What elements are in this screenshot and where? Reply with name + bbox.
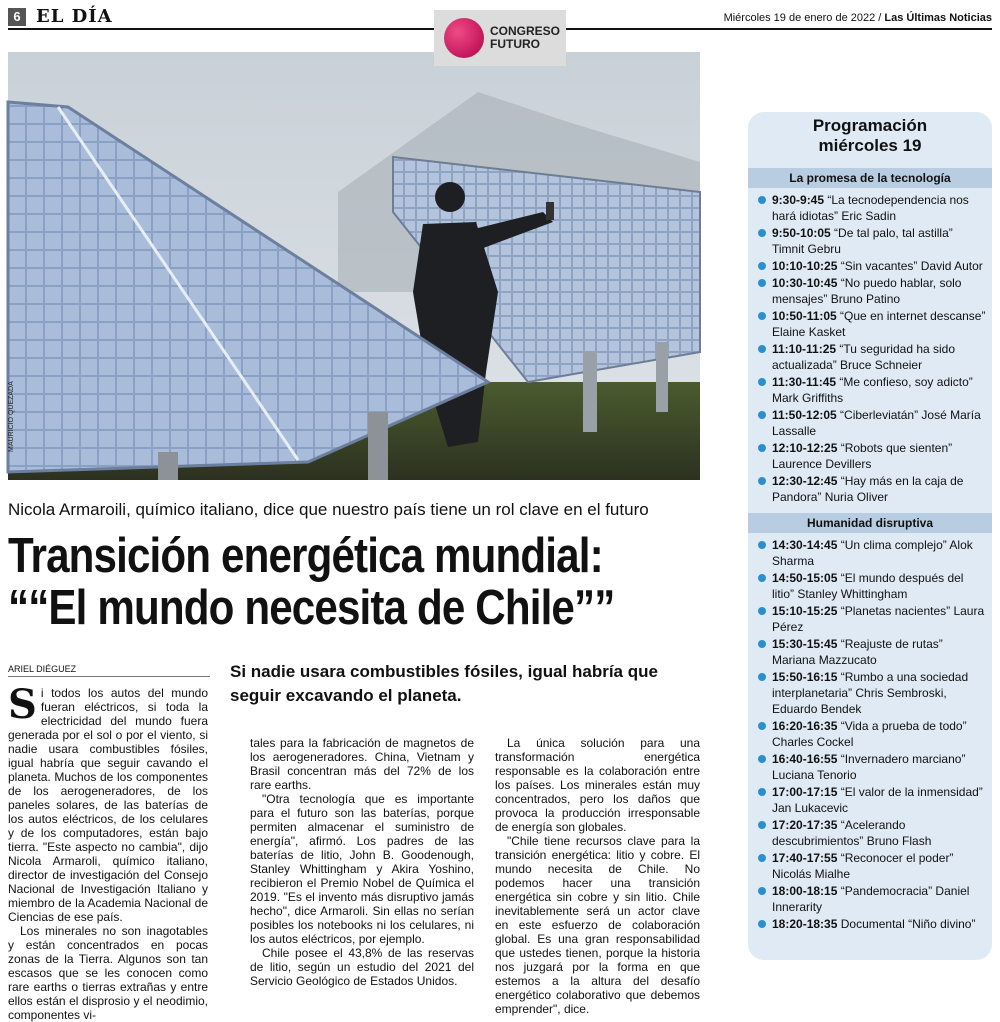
drop-cap: S <box>8 681 37 728</box>
bullet-dot-icon <box>758 444 766 452</box>
schedule-time: 15:50-16:15 <box>772 670 838 684</box>
schedule-time: 12:10-12:25 <box>772 441 838 455</box>
paragraph: "Otra tecnología que es importante para el futuro son las baterías, porque permiten almacenar el suministro de energía", afirmó. Los padres de las baterías de litio, John B. Goodenough, Stanley Whittingham y Akira Yoshino, recibieron el Premio Nobel de Química el 2019. "Es el invento más disruptivo jamás hecho", dice Armaroli. Sin ellas no serían posibles los notebooks ni los celulares, ni los autos eléctricos, por ejemplo. <box>250 792 474 946</box>
schedule-time: 17:00-17:15 <box>772 785 838 799</box>
schedule-talk: “Que en internet descanse” Elaine Kasket <box>772 309 986 339</box>
bullet-dot-icon <box>758 312 766 320</box>
schedule-item <box>758 407 986 439</box>
logo-circle-icon <box>444 18 484 58</box>
schedule-list <box>748 537 992 932</box>
bullet-dot-icon <box>758 345 766 353</box>
bullet-dot-icon <box>758 279 766 287</box>
article-column-2 <box>250 736 474 988</box>
bullet-dot-icon <box>758 673 766 681</box>
schedule-talk: “Planetas nacientes” Laura Pérez <box>772 604 985 634</box>
schedule-talk: “Robots que sienten” Laurence Devillers <box>772 441 953 471</box>
page-number: 6 <box>8 8 26 26</box>
bullet-dot-icon <box>758 722 766 730</box>
schedule-talk: “Reajuste de rutas” Mariana Mazzucato <box>772 637 943 667</box>
schedule-talk: “Reconocer el poder” Nicolás Mialhe <box>772 851 954 881</box>
bullet-dot-icon <box>758 788 766 796</box>
paragraph: tales para la fabricación de magnetos de los aerogeneradores. China, Vietnam y Brasil concentran más del 72% de los rare earths. <box>250 736 474 792</box>
bullet-dot-icon <box>758 640 766 648</box>
schedule-item <box>758 374 986 406</box>
bullet-dot-icon <box>758 887 766 895</box>
schedule-item <box>758 784 986 816</box>
bullet-dot-icon <box>758 755 766 763</box>
program-sidebar <box>748 112 992 960</box>
logo-line1: CONGRESO <box>490 24 561 38</box>
bullet-dot-icon <box>758 920 766 928</box>
schedule-time: 14:50-15:05 <box>772 571 838 585</box>
bullet-dot-icon <box>758 541 766 549</box>
schedule-talk: “Hay más en la caja de Pandora” Nuria Oliver <box>772 474 964 504</box>
schedule-time: 16:40-16:55 <box>772 752 838 766</box>
bullet-dot-icon <box>758 574 766 582</box>
schedule-time: 11:30-11:45 <box>772 375 837 389</box>
section-title: EL DÍA <box>36 6 113 27</box>
schedule-time: 17:20-17:35 <box>772 818 838 832</box>
logo-line2: FUTURO <box>490 37 540 51</box>
sidebar-section-heading: Humanidad disruptiva <box>748 513 992 533</box>
paragraph: La única solución para una transformación energética responsable es la colaboración entre los países. Los minerales están muy concentrados, pero los daños que provoca la producción irresponsable de energía son globales. <box>495 736 700 834</box>
schedule-time: 11:10-11:25 <box>772 342 837 356</box>
schedule-talk: Documental “Niño divino” <box>837 917 976 931</box>
schedule-item <box>758 850 986 882</box>
paragraph: Chile posee el 43,8% de las reservas de litio, según un estudio del 2021 del Servicio Geológico de Estados Unidos. <box>250 946 474 988</box>
schedule-item <box>758 603 986 635</box>
schedule-time: 15:10-15:25 <box>772 604 838 618</box>
sidebar-title: Programación miércoles 19 <box>812 116 928 155</box>
schedule-time: 12:30-12:45 <box>772 474 838 488</box>
deck: Si nadie usara combustibles fósiles, igual habría que seguir excavando el planeta. <box>230 662 658 705</box>
byline: ARIEL DIÉGUEZ <box>8 664 210 677</box>
schedule-talk: “La tecnodependencia nos hará idiotas” Eric Sadin <box>772 193 969 223</box>
schedule-item <box>758 570 986 602</box>
schedule-item <box>758 341 986 373</box>
schedule-time: 10:50-11:05 <box>772 309 837 323</box>
headline <box>8 530 627 634</box>
schedule-talk: “Tu seguridad ha sido actualizada” Bruce Schneier <box>772 342 956 372</box>
schedule-time: 14:30-14:45 <box>772 538 838 552</box>
bullet-dot-icon <box>758 411 766 419</box>
bullet-dot-icon <box>758 229 766 237</box>
schedule-talk: “Pandemocracia” Daniel Innerarity <box>772 884 970 914</box>
schedule-time: 11:50-12:05 <box>772 408 837 422</box>
solar-panels-photo <box>8 52 700 480</box>
schedule-item <box>758 916 986 932</box>
schedule-time: 18:20-18:35 <box>772 917 838 931</box>
schedule-time: 10:10-10:25 <box>772 259 838 273</box>
date: Miércoles 19 de enero de 2022 <box>723 12 876 24</box>
paragraph: Los minerales no son inagotables y están concentrados en pocas zonas de la Tierra. Algunos son tan escasos que se les conocen como rare earths o tierras extrañas y entre ellos están el disprosio y el neodimio, componentes vi- <box>8 924 208 1022</box>
schedule-time: 10:30-10:45 <box>772 276 838 290</box>
schedule-talk: “Rumbo a una sociedad interplanetaria” Chris Sembroski, Eduardo Bendek <box>772 670 969 716</box>
schedule-item <box>758 225 986 257</box>
schedule-list <box>748 192 992 505</box>
paragraph: "Chile tiene recursos clave para la transición energética: litio y cobre. El mundo necesita de Chile. No podemos hacer una transición energética sin cobre y sin litio. Chile inevitablemente será un actor clave en este esfuerzo de colaboración global. Es una gran responsabilidad que ustedes tienen, porque la historia nos juzgará por la forma en que estemos a la altura del desafío energético colaborativo que debemos emprender", dice. <box>495 834 700 1016</box>
schedule-time: 18:00-18:15 <box>772 884 838 898</box>
bullet-dot-icon <box>758 854 766 862</box>
congreso-futuro-logo <box>434 10 566 66</box>
schedule-item <box>758 308 986 340</box>
schedule-talk: “Acelerando descubrimientos” Bruno Flash <box>772 818 932 848</box>
schedule-talk: “Ciberleviatán” José María Lassalle <box>772 408 981 438</box>
schedule-item <box>758 473 986 505</box>
sidebar-section-heading: La promesa de la tecnología <box>748 168 992 188</box>
dateline: Miércoles 19 de enero de 2022 / Las Últimas Noticias <box>723 12 992 24</box>
bullet-dot-icon <box>758 607 766 615</box>
schedule-talk: “Invernadero marciano” Luciana Tenorio <box>772 752 966 782</box>
bullet-dot-icon <box>758 262 766 270</box>
paragraph: i todos los autos del mundo fueran eléctricos, si toda la electricidad del mundo fuera generada por el sol o por el viento, si nadie usara combustibles fósiles, igual habría que seguir cavando el planeta. Muchos de los componentes de los aerogeneradores, de los paneles solares, de las baterías de los autos eléctricos, de los celulares y de los computadores, están bajo tierra. "Este aspecto no cambia", dijo Nicola Armaroli, químico italiano, director de investigación del Consejo Nacional de Investigación Italiano y miembro de la Academia Nacional de Ciencias de ese país. <box>8 686 208 924</box>
schedule-item <box>758 883 986 915</box>
article-column-3 <box>495 736 700 1016</box>
headline-line1: Transición energética mundial: <box>8 529 603 583</box>
schedule-item <box>758 751 986 783</box>
schedule-time: 9:30-9:45 <box>772 193 825 207</box>
schedule-item <box>758 275 986 307</box>
schedule-item <box>758 718 986 750</box>
schedule-talk: “Vida a prueba de todo” Charles Cockel <box>772 719 967 749</box>
schedule-talk: “El valor de la inmensidad” Jan Lukacevic <box>772 785 983 815</box>
bullet-dot-icon <box>758 196 766 204</box>
photo-credit: MAURICIO QUEZADA <box>8 381 15 452</box>
schedule-item <box>758 192 986 224</box>
schedule-talk: “No puedo hablar, solo mensajes” Bruno Patino <box>772 276 962 306</box>
schedule-item <box>758 636 986 668</box>
bullet-dot-icon <box>758 821 766 829</box>
article-column-1 <box>8 681 208 1022</box>
schedule-item <box>758 537 986 569</box>
schedule-talk: “De tal palo, tal astilla” Timnit Gebru <box>772 226 953 256</box>
schedule-time: 17:40-17:55 <box>772 851 838 865</box>
schedule-item <box>758 817 986 849</box>
bullet-dot-icon <box>758 378 766 386</box>
schedule-item <box>758 258 986 274</box>
kicker: Nicola Armaroili, químico italiano, dice que nuestro país tiene un rol clave en el futuro <box>8 500 649 519</box>
schedule-time: 9:50-10:05 <box>772 226 831 240</box>
schedule-item <box>758 440 986 472</box>
bullet-dot-icon <box>758 477 766 485</box>
schedule-talk: “Me confieso, soy adicto” Mark Griffiths <box>772 375 973 405</box>
newspaper-name: Las Últimas Noticias <box>884 12 992 24</box>
schedule-talk: “Sin vacantes” David Autor <box>837 259 983 273</box>
schedule-talk: “El mundo después del litio” Stanley Whittingham <box>772 571 964 601</box>
headline-line2: ““El mundo necesita de Chile”” <box>8 581 615 635</box>
schedule-talk: “Un clima complejo” Alok Sharma <box>772 538 973 568</box>
schedule-item <box>758 669 986 717</box>
schedule-time: 16:20-16:35 <box>772 719 838 733</box>
schedule-time: 15:30-15:45 <box>772 637 838 651</box>
